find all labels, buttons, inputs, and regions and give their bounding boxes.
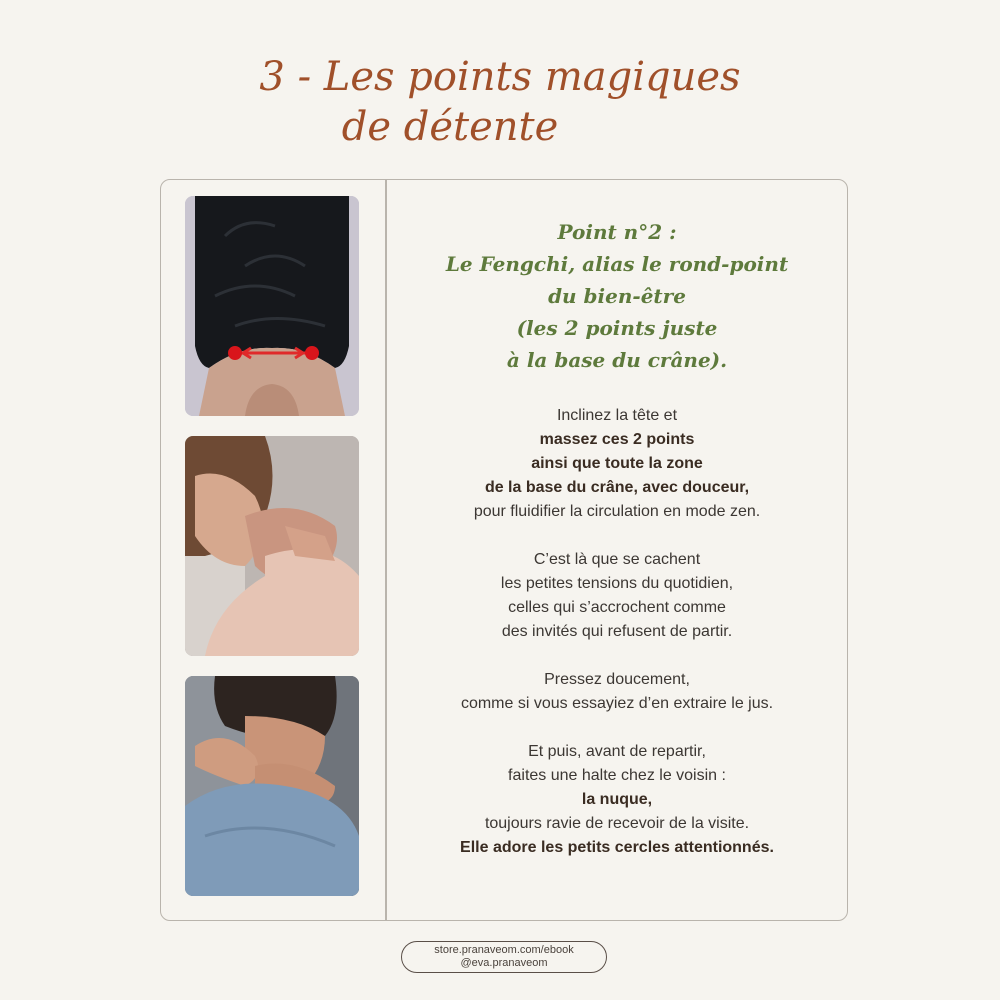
back-of-head-photo xyxy=(185,196,359,416)
paragraph-3 xyxy=(387,668,847,716)
woman-massaging-neck-photo xyxy=(185,436,359,656)
footer-badge[interactable] xyxy=(401,941,607,973)
man-massaging-neck-photo xyxy=(185,676,359,896)
paragraph-2 xyxy=(387,548,847,644)
footer-handle[interactable]: @eva.pranaveom xyxy=(460,957,548,969)
left-point-marker xyxy=(228,346,242,360)
text-column xyxy=(387,216,847,860)
point-heading xyxy=(387,216,847,376)
p4-line-4: toujours ravie de recevoir de la visite. xyxy=(484,815,750,832)
p2-line-4: des invités qui refusent de partir. xyxy=(501,623,733,640)
p1-line-3: ainsi que toute la zone xyxy=(531,455,703,472)
p4-line-5: Elle adore les petits cercles attentionnés. xyxy=(460,839,774,856)
paragraph-4 xyxy=(387,740,847,860)
p2-line-2: les petites tensions du quotidien, xyxy=(500,575,734,592)
p4-line-3: la nuque, xyxy=(581,791,653,808)
p1-line-2: massez ces 2 points xyxy=(539,431,695,448)
p2-line-3: celles qui s’accrochent comme xyxy=(508,599,726,616)
point-line-4: (les 2 points juste xyxy=(516,316,718,340)
p3-line-1: Pressez doucement, xyxy=(544,671,690,688)
point-line-3: du bien-être xyxy=(548,284,686,308)
p3-line-2: comme si vous essayiez d’en extraire le jus. xyxy=(460,695,774,712)
point-line-1: Point n°2 : xyxy=(557,220,677,244)
p1-line-5: pour fluidifier la circulation en mode zen. xyxy=(473,503,761,520)
paragraph-1 xyxy=(387,404,847,524)
page-title xyxy=(0,52,1000,152)
footer-url[interactable]: store.pranaveom.com/ebook xyxy=(434,944,574,956)
right-point-marker xyxy=(305,346,319,360)
p4-line-1: Et puis, avant de repartir, xyxy=(528,743,706,760)
p1-line-4: de la base du crâne, avec douceur, xyxy=(484,479,750,496)
p4-line-2: faites une halte chez le voisin : xyxy=(508,767,726,784)
point-line-5: à la base du crâne). xyxy=(506,348,728,372)
point-line-2: Le Fengchi, alias le rond-point xyxy=(445,252,789,276)
content-card xyxy=(160,179,848,921)
p1-line-1: Inclinez la tête et xyxy=(556,407,678,424)
title-line-2: de détente xyxy=(341,104,559,150)
title-line-1: 3 - Les points magiques xyxy=(259,54,741,100)
p2-line-1: C’est là que se cachent xyxy=(533,551,701,568)
